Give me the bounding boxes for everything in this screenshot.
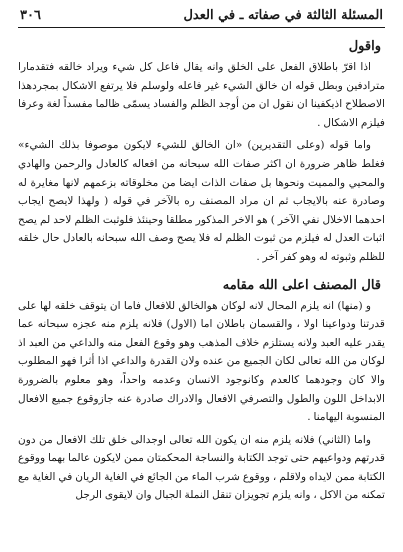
paragraph: واما قوله (وعلى التقديرين) «ان الخالق للشيء لايكون موصوفا بذلك الشيء» فغلط ظاهر ضرورة ان اكثر صفات الله سبحانه من افعاله كالعادل والرحمن والهادي والمحيي والمميت ونحوها بل صفات الذات ايضا من مخلوقاته بزعمهم لانها مغايرة له وصادرة عنه بالايجاب ثم ان مراد المصنف ره بالآخر في قوله ( ولهذا لايصح ايجاب احدهما الاخلال نفي الآخر ) هو الاخر المذكور مطلقا وحينئذ فلوثبت الظلم لاحد لم يصح اثبات العدل له فيلزم من ثبوت الظلم له فلا يصح وصف الله سبحانه بالعادل حال خلقه للظلم وثبوته له وهو كفر آخر . [18,139,385,263]
paragraph: و (منها) انه يلزم المحال لانه لوكان هوالخالق للافعال فاما ان يتوقف خلقه لها على قدرتنا ودواعينا اولا ، والقسمان باطلان اما (الاول) فلانه يلزم منه عجزه سبحانه عما يقدر عليه العبد ولانه يستلزم خلاف المذهب وهو وقوع الفعل منه والداعي من العبد اذ لوكان من الله تعالى لكان الجميع من عنده ولان القدرة والداعي اذا أثرا فهو المطلوب والا كان وجودهما كالعدم وكانوجود الانسان وعدمه واحداً، وهو معلوم بالضرورة الابداخل اللون والطول والتصرفي الافعال والادراك صادرة عنه جازوقوع جميع الافعال المنسوبة اليهامنا . [18,299,385,424]
paragraph: واما (الثاني) فلانه يلزم منه ان يكون الله تعالى اوجدالى خلق تلك الافعال من دون قدرتهم ودواعيهم حتى توجد الكتابة والنساجة المحكمتان ممن لايكون عالما بهما ووقوع الكتابة ممن لايداه ولاقلم ، ووقوع شرب الماء من الجائع في الغاية الريان في الغاية مع تمكنه من الاكل ، وانه يلزم تجويزان تنقل النملة الجبال وان لايقوى الرجل [18,433,385,502]
page-number: ٣٠٦ [20,8,41,23]
section-heading: قال المصنف اعلى الله مقامه [222,277,381,293]
paragraph: اذا اقرّ باطلاق الفعل على الخلق وانه يقال فاعل كل شيء ويراد خالقه فتقدمارا مترادفين وبطل قوله ان خالق الشيء غير فاعله ولوسلم فلا يرتفع الاشكال بمجردهذا الاصطلاح اذيكفينا ان نقول ان من أوجد الظلم والفساد يسمّى ظالما مفسداً لغة وعرفا فيلزم الاشكال . [18,61,385,129]
page-header [18,8,385,28]
running-title: المسئلة الثالثة في صفاته ـ في العدل [183,8,383,23]
section-heading: واقول [348,39,381,54]
